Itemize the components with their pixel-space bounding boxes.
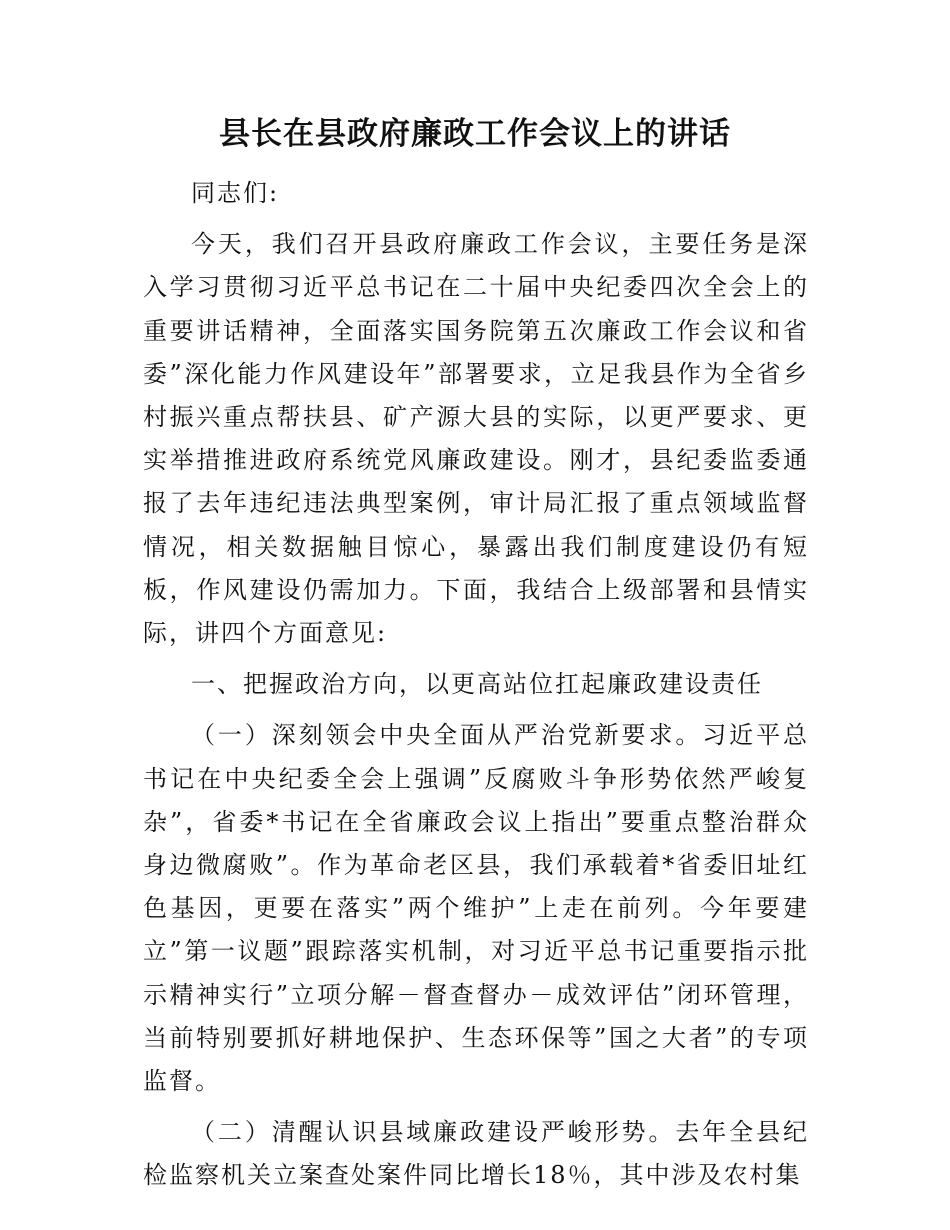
document-body: [143, 172, 809, 1198]
salutation-paragraph: 同志们:: [191, 179, 280, 207]
document-title: 县长在县政府廉政工作会议上的讲话: [219, 116, 731, 152]
subsection-paragraph-2: （二）清醒认识县域廉政建设严峻形势。去年全县纪检监察机关立案查处案件同比增长18％，其中涉及农村集: [143, 1118, 809, 1190]
intro-paragraph: 今天，我们召开县政府廉政工作会议，主要任务是深入学习贯彻习近平总书记在二十届中央纪委四次全会上的重要讲话精神，全面落实国务院第五次廉政工作会议和省委”深化能力作风建设年”部署要求，立足我县作为全省乡村振兴重点帮扶县、矿产源大县的实际，以更严要求、更实举措推进政府系统党风廉政建设。刚才，县纪委监委通报了去年违纪违法典型案例，审计局汇报了重点领域监督情况，相关数据触目惊心，暴露出我们制度建设仍有短板，作风建设仍需加力。下面，我结合上级部署和县情实际，讲四个方面意见:: [143, 230, 809, 648]
section-heading-1: 一、把握政治方向，以更高站位扛起廉政建设责任: [191, 670, 763, 699]
subsection-paragraph-1: （一）深刻领会中央全面从严治党新要求。习近平总书记在中央纪委全会上强调”反腐败斗争形势依然严峻复杂”，省委*书记在全省廉政会议上指出”要重点整治群众身边微腐败”。作为革命老区县，我们承载着*省委旧址红色基因，更要在落实”两个维护”上走在前列。今年要建立”第一议题”跟踪落实机制，对习近平总书记重要指示批示精神实行”立项分解－督查督办－成效评估”闭环管理，当前特别要抓好耕地保护、生态环保等”国之大者”的专项监督。: [143, 721, 809, 1096]
